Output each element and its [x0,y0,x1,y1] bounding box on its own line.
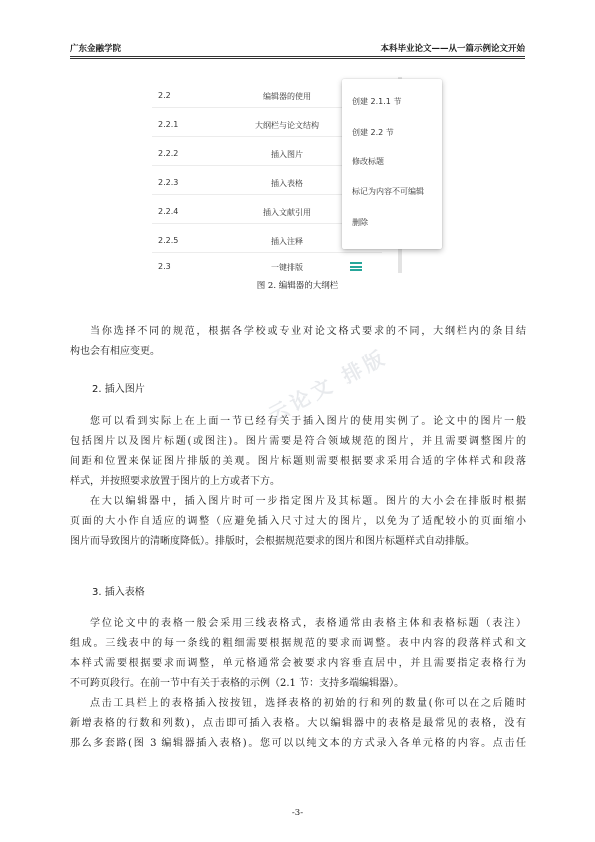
header-institution: 广东金融学院 [70,44,122,54]
header-thesis-title: 本科毕业论文——从一篇示例论文开始 [380,44,525,54]
paragraph: 当你选择不同的规范，根据各学校或专业对论文格式要求的不同，大纲栏内的条目结 构也会有相应变更。 [70,326,526,357]
figure-caption: 图 2. 编辑器的大纲栏 [256,281,339,291]
outline-row-title: 插入文献引用 [263,208,311,217]
section-heading-insert-image: 2. 插入图片 [92,384,145,395]
paragraph: 您可以看到实际上在上面一节已经有关于插入图片的使用实例了。论文中的图片一般 包括图片以及图片标题(或图注)。图片需要是符合领域规范的图片，并且需要调整图片的 间距和位置来保证图片排版的美观。图片标题则需要根据要求采用合适的字体样式和段落 样式，并按照要求放置于图片的上方或者下方。 [70,416,526,487]
section-heading-insert-table: 3. 插入表格 [92,587,145,598]
outline-row-title: 插入注释 [271,237,303,246]
outline-row-title: 插入表格 [271,179,303,188]
menu-item-edit-title[interactable]: 修改标题 [352,157,384,166]
outline-row-title: 大纲栏与论文结构 [255,121,319,130]
page-header [70,42,525,57]
menu-item-delete[interactable]: 删除 [352,218,368,227]
outline-row-number: 2.2.3 [158,178,179,187]
page-number: -3- [291,808,304,818]
outline-row-title: 编辑器的使用 [263,92,311,101]
outline-row-number: 2.2.5 [158,236,179,245]
menu-item-lock-content[interactable]: 标记为内容不可编辑 [352,187,424,196]
paragraph: 在大以编辑器中，插入图片时可一步指定图片及其标题。图片的大小会在排版时根据 页面的大小作自适应的调整（应避免插入尺寸过大的图片，以免为了适配较小的页面缩小 图片而导致图片的清晰度降低）。排版时，会根据规范要求的图片和图片标题样式自动排版。 [70,496,526,547]
outline-row-number: 2.2.1 [158,120,179,129]
header-rule [70,58,525,59]
outline-row-number: 2.2 [158,91,171,100]
watermark: 云论文 排版 [264,344,392,427]
outline-row-number: 2.2.4 [158,207,179,216]
menu-item-create-child-section[interactable]: 创建 2.1.1 节 [352,97,402,106]
menu-item-create-sibling-section[interactable]: 创建 2.2 节 [352,128,394,137]
list-icon[interactable] [350,262,362,271]
paragraph: 点击工具栏上的表格插入按按钮，选择表格的初始的行和列的数量(你可以在之后随时 新增表格的行数和列数)，点击即可插入表格。大以编辑器中的表格是最常见的表格，没有 那么多套路(图 3 编辑器插入表格)。您可以以纯文本的方式录入各单元格的内容。点击任 [70,698,526,749]
outline-row[interactable] [152,254,382,278]
outline-row-number: 2.2.2 [158,149,179,158]
outline-row-number: 2.3 [158,262,171,271]
outline-row-title: 插入图片 [271,150,303,159]
context-menu [342,79,442,249]
outline-row-title: 一键排版 [271,263,303,272]
paragraph: 学位论文中的表格一般会采用三线表格式，表格通常由表格主体和表格标题（表注） 组成。三线表中的每一条线的粗细需要根据规范的要求而调整。表中内容的段落样式和文 本样式需要根据要求而调整，单元格通常会被要求内容垂直居中，并且需要指定表格行为 不可跨页段行。在前一节中有关于表格的示例（2.1 节：支持多端编辑器）。 [70,618,526,689]
